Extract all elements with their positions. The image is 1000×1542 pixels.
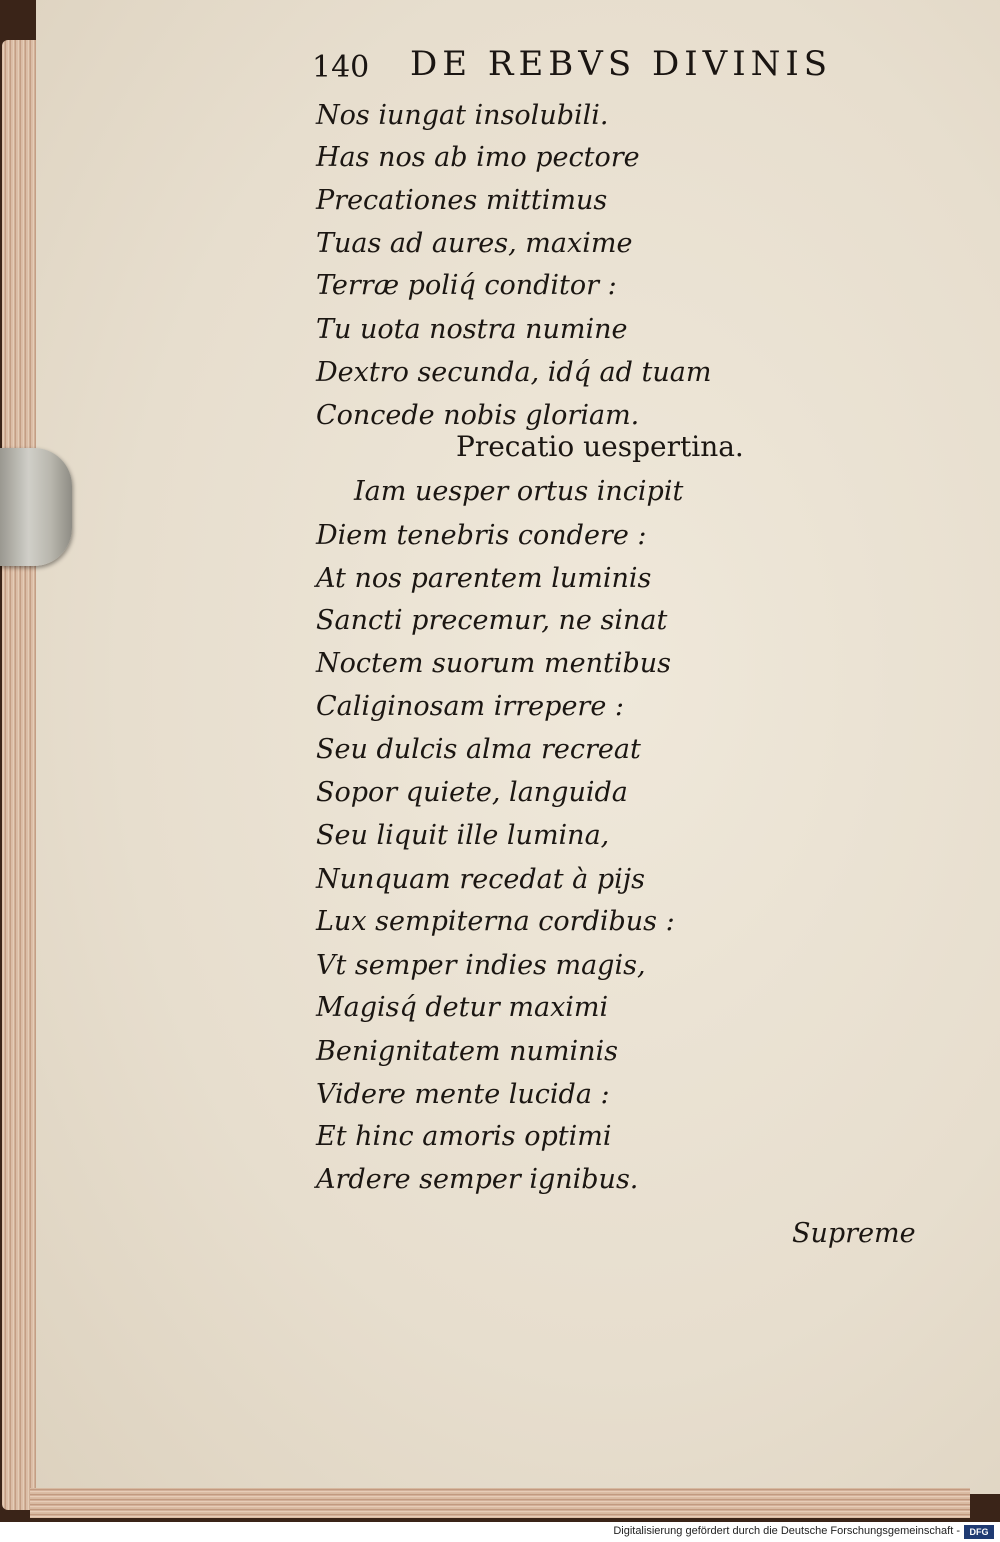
verse-line: Tuas ad aures, maxime	[316, 228, 633, 259]
verse-line: Seu dulcis alma recreat	[316, 734, 641, 765]
page-edges-bottom	[30, 1488, 970, 1518]
verse-line: Noctem suorum mentibus	[316, 648, 671, 679]
page-header	[312, 44, 852, 90]
verse-line: Seu liquit ille lumina,	[316, 820, 610, 851]
page-number: 140	[312, 50, 370, 85]
verse-line: Nunquam recedat à pijs	[316, 864, 645, 895]
verse-line: Nos iungat insolubili.	[316, 100, 609, 131]
verse-line: Vt semper indies magis,	[316, 950, 646, 981]
verse-line: Ardere semper ignibus.	[316, 1164, 639, 1195]
verse-line: Benignitatem numinis	[316, 1036, 619, 1067]
verse-line: Caliginosam irrepere :	[316, 691, 624, 722]
verse-line: Terræ poliq́ conditor :	[316, 270, 617, 301]
verse-line: Has nos ab imo pectore	[316, 142, 640, 173]
verse-line: Diem tenebris condere :	[316, 520, 647, 551]
verse-line: Et hinc amoris optimi	[316, 1121, 612, 1152]
catchword: Supreme	[792, 1218, 916, 1249]
section-title: Precatio uespertina.	[456, 430, 744, 463]
verse-line: Sancti precemur, ne sinat	[316, 605, 668, 636]
funding-credit: Digitalisierung gefördert durch die Deutsche Forschungsgemeinschaft -	[613, 1525, 960, 1537]
running-head: DE REBVS DIVINIS	[410, 44, 833, 84]
verse-line: Concede nobis gloriam.	[316, 400, 640, 431]
page-clip-icon	[0, 448, 72, 566]
verse-line: Iam uesper ortus incipit	[354, 476, 684, 507]
verse-line: Dextro secunda, idq́ ad tuam	[316, 357, 712, 388]
verse-line: Magisq́ detur maximi	[316, 992, 609, 1023]
verse-line: Precationes mittimus	[316, 185, 608, 216]
verse-line: Tu uota nostra numine	[316, 314, 628, 345]
verse-line: Sopor quiete, languida	[316, 777, 628, 808]
verse-line: At nos parentem luminis	[316, 563, 652, 594]
verse-line: Videre mente lucida :	[316, 1079, 610, 1110]
dfg-logo-icon: DFG	[964, 1525, 994, 1539]
footer-bar	[0, 1522, 1000, 1542]
verse-line: Lux sempiterna cordibus :	[316, 906, 675, 937]
